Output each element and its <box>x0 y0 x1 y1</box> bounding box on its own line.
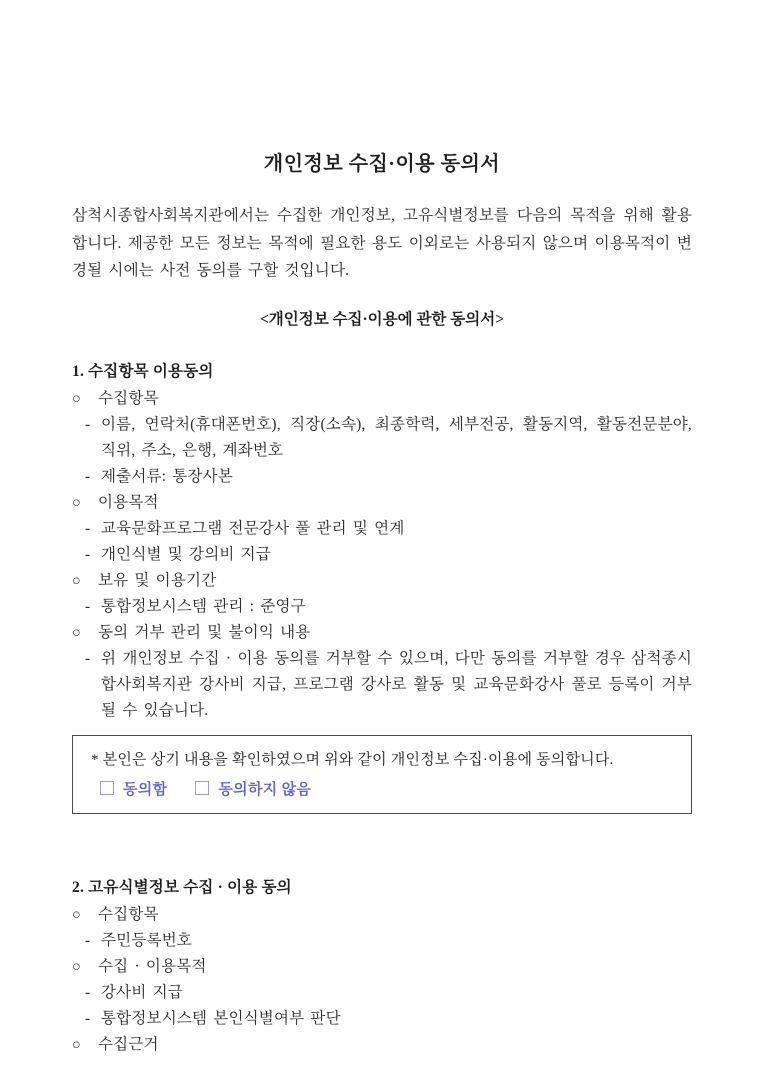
section2-heading: 2. 고유식별정보 수집 · 이용 동의 <box>72 878 292 896</box>
list-item-text: 수집항목 <box>98 389 159 407</box>
list-item-text: 이름, 연락처(휴대폰번호), 직장(소속), 최종학력, 세부전공, 활동지역, 활동전문분야, 직위, 주소, 은행, 계좌번호 <box>101 415 692 459</box>
circle-bullet-icon: ○ <box>72 494 81 511</box>
list-item-text: 위 개인정보 수집 · 이용 동의를 거부할 수 있으며, 다만 동의를 거부할 경우 삼척종시합사회복지관 강사비 지급, 프로그램 강사로 활동 및 교육문화강사 풀로 등록이 거부될 수 있습니다. <box>101 649 692 719</box>
dash-bullet-icon: - <box>85 649 91 667</box>
disagree-checkbox[interactable] <box>195 781 209 795</box>
list-item-text: 동의 거부 관리 및 불이익 내용 <box>98 623 311 641</box>
agree-option[interactable] <box>100 778 167 799</box>
list-item <box>72 1032 692 1058</box>
disagree-option[interactable] <box>195 778 311 799</box>
list-item-text: 강사비 지급 <box>101 983 183 1001</box>
list-item-text: 주민등록번호 <box>101 931 193 949</box>
list-item-text: 이용목적 <box>98 493 159 511</box>
list-item <box>72 542 692 568</box>
intro-paragraph: 삼척시종합사회복지관에서는 수집한 개인정보, 고유식별정보를 다음의 목적을 위해 활용합니다. 제공한 모든 정보는 목적에 필요한 용도 이외로는 사용되지 않으며 이용목적이 변경될 시에는 사전 동의를 구할 것입니다. <box>72 207 692 279</box>
consent-choices <box>100 778 673 799</box>
dash-bullet-icon: - <box>85 597 91 615</box>
list-item <box>72 464 692 490</box>
circle-bullet-icon: ○ <box>72 572 81 589</box>
list-item-text: 개인식별 및 강의비 지급 <box>101 545 271 563</box>
circle-bullet-icon: ○ <box>72 624 81 641</box>
list-item <box>72 412 692 464</box>
page-title: 개인정보 수집·이용 동의서 <box>263 153 501 175</box>
consent-subtitle: <개인정보 수집·이용에 관한 동의서> <box>259 310 505 328</box>
circle-bullet-icon: ○ <box>72 958 81 975</box>
consent-statement: * 본인은 상기 내용을 확인하였으며 위와 같이 개인정보 수집·이용에 동의합니다. <box>91 751 614 768</box>
list-item <box>72 646 692 724</box>
list-item <box>72 386 692 412</box>
consent-box <box>72 735 692 814</box>
list-item <box>72 490 692 516</box>
circle-bullet-icon: ○ <box>72 390 81 407</box>
list-item <box>72 954 692 980</box>
agree-checkbox[interactable] <box>100 781 114 795</box>
list-item-text: 수집항목 <box>98 905 159 923</box>
list-item <box>72 902 692 928</box>
list-item <box>72 928 692 954</box>
dash-bullet-icon: - <box>85 519 91 537</box>
list-item-text: 통합정보시스템 관리 : 준영구 <box>101 597 306 615</box>
dash-bullet-icon: - <box>85 983 91 1001</box>
list-item-text: 제출서류: 통장사본 <box>101 467 233 485</box>
disagree-label[interactable]: 동의하지 않음 <box>218 781 312 798</box>
list-item <box>72 1006 692 1032</box>
dash-bullet-icon: - <box>85 1009 91 1027</box>
list-item-text: 보유 및 이용기간 <box>98 571 217 589</box>
section1-heading: 1. 수집항목 이용동의 <box>72 362 214 380</box>
list-item <box>72 516 692 542</box>
circle-bullet-icon: ○ <box>72 906 81 923</box>
list-item-text: 수집 · 이용목적 <box>98 957 207 975</box>
list-item <box>72 568 692 594</box>
dash-bullet-icon: - <box>85 931 91 949</box>
circle-bullet-icon: ○ <box>72 1036 81 1053</box>
list-item-text: 통합정보시스템 본인식별여부 판단 <box>101 1009 341 1027</box>
dash-bullet-icon: - <box>85 545 91 563</box>
list-item <box>72 980 692 1006</box>
agree-label[interactable]: 동의함 <box>123 781 168 798</box>
list-item-text: 교육문화프로그램 전문강사 풀 관리 및 연계 <box>101 519 405 537</box>
list-item-text: 수집근거 <box>98 1035 159 1053</box>
dash-bullet-icon: - <box>85 415 91 433</box>
list-item <box>72 594 692 620</box>
list-item <box>72 620 692 646</box>
dash-bullet-icon: - <box>85 467 91 485</box>
